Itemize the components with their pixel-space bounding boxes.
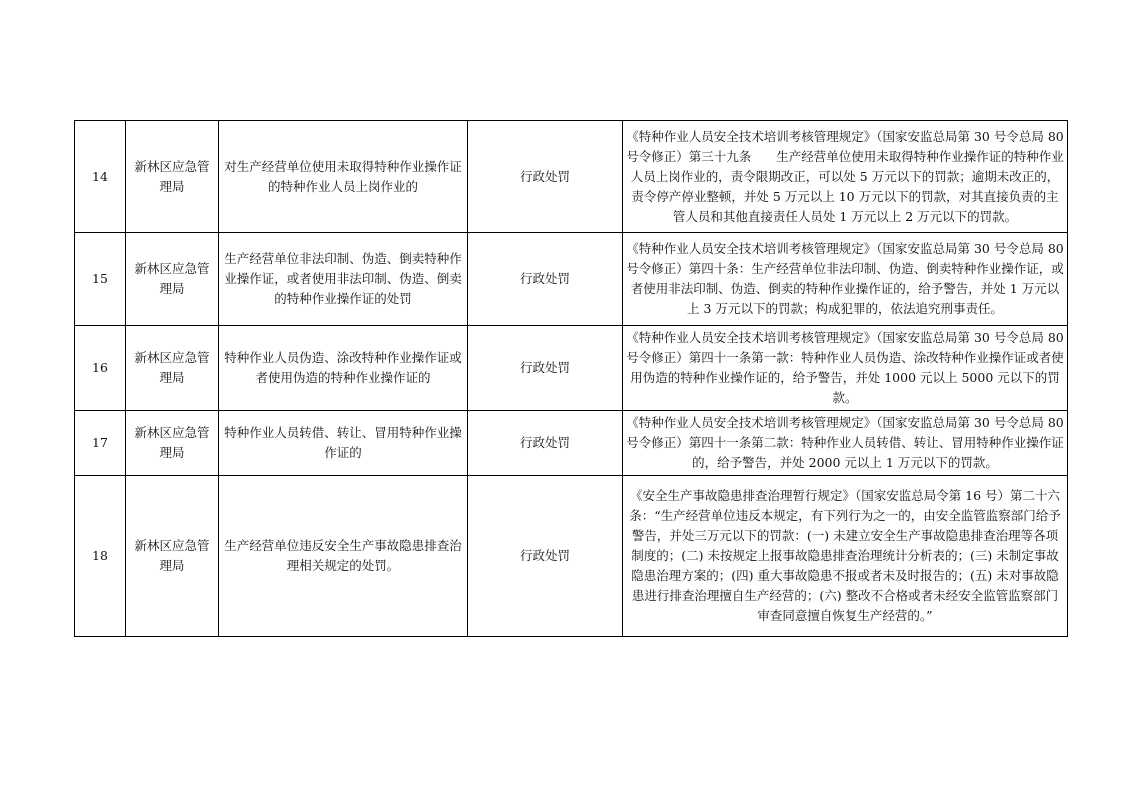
table-row (75, 411, 1068, 476)
department-cell: 新林区应急管理局 (126, 121, 219, 233)
row-number: 14 (75, 121, 126, 233)
department-cell: 新林区应急管理局 (126, 411, 219, 476)
row-number: 16 (75, 326, 126, 411)
legal-basis-cell: 《特种作业人员安全技术培训考核管理规定》（国家安监总局第 30 号令总局 80 号令修正）第四十一条第二款：特种作业人员转借、转让、冒用特种作业操作证的，给予警告，并处 2000 元以上 1 万元以下的罚款。 (623, 411, 1068, 476)
department-cell: 新林区应急管理局 (126, 326, 219, 411)
legal-basis-cell: 《特种作业人员安全技术培训考核管理规定》（国家安监总局第 30 号令总局 80 号令修正）第三十九条 生产经营单位使用未取得特种作业操作证的特种作业人员上岗作业的，责令限期改正，可以处 5 万元以下的罚款；逾期未改正的，责令停产停业整顿，并处 5 万元以上 10 万元以下的罚款，对其直接负责的主管人员和其他直接责任人员处 1 万元以上 2 万元以下的罚款。 (623, 121, 1068, 233)
matter-cell: 对生产经营单位使用未取得特种作业操作证的特种作业人员上岗作业的 (219, 121, 468, 233)
power-type-cell: 行政处罚 (468, 326, 623, 411)
matter-cell: 特种作业人员转借、转让、冒用特种作业操作证的 (219, 411, 468, 476)
power-type-cell: 行政处罚 (468, 121, 623, 233)
matter-cell: 生产经营单位非法印制、伪造、倒卖特种作业操作证，或者使用非法印制、伪造、倒卖的特种作业操作证的处罚 (219, 233, 468, 326)
matter-cell: 生产经营单位违反安全生产事故隐患排查治理相关规定的处罚。 (219, 476, 468, 637)
penalty-table (74, 120, 1068, 637)
legal-basis-cell: 《特种作业人员安全技术培训考核管理规定》（国家安监总局第 30 号令总局 80 号令修正）第四十条：生产经营单位非法印制、伪造、倒卖特种作业操作证，或者使用非法印制、伪造、倒卖的特种作业操作证的，给予警告，并处 1 万元以上 3 万元以下的罚款；构成犯罪的，依法追究刑事责任。 (623, 233, 1068, 326)
table-row (75, 233, 1068, 326)
power-type-cell: 行政处罚 (468, 233, 623, 326)
row-number: 15 (75, 233, 126, 326)
power-type-cell: 行政处罚 (468, 476, 623, 637)
table-row (75, 326, 1068, 411)
department-cell: 新林区应急管理局 (126, 476, 219, 637)
table-row (75, 476, 1068, 637)
legal-basis-cell: 《特种作业人员安全技术培训考核管理规定》（国家安监总局第 30 号令总局 80 号令修正）第四十一条第一款：特种作业人员伪造、涂改特种作业操作证或者使用伪造的特种作业操作证的，给予警告，并处 1000 元以上 5000 元以下的罚款。 (623, 326, 1068, 411)
matter-cell: 特种作业人员伪造、涂改特种作业操作证或者使用伪造的特种作业操作证的 (219, 326, 468, 411)
legal-basis-cell: 《安全生产事故隐患排查治理暂行规定》（国家安监总局令第 16 号）第二十六条：“生产经营单位违反本规定，有下列行为之一的，由安全监管监察部门给予警告，并处三万元以下的罚款：(一) 未建立安全生产事故隐患排查治理等各项制度的；(二) 未按规定上报事故隐患排查治理统计分析表的；(三) 未制定事故隐患治理方案的；(四) 重大事故隐患不报或者未及时报告的；(五) 未对事故隐患进行排查治理擅自生产经营的；(六) 整改不合格或者未经安全监管监察部门审查同意擅自恢复生产经营的。” (623, 476, 1068, 637)
row-number: 17 (75, 411, 126, 476)
row-number: 18 (75, 476, 126, 637)
power-type-cell: 行政处罚 (468, 411, 623, 476)
table-row (75, 121, 1068, 233)
department-cell: 新林区应急管理局 (126, 233, 219, 326)
